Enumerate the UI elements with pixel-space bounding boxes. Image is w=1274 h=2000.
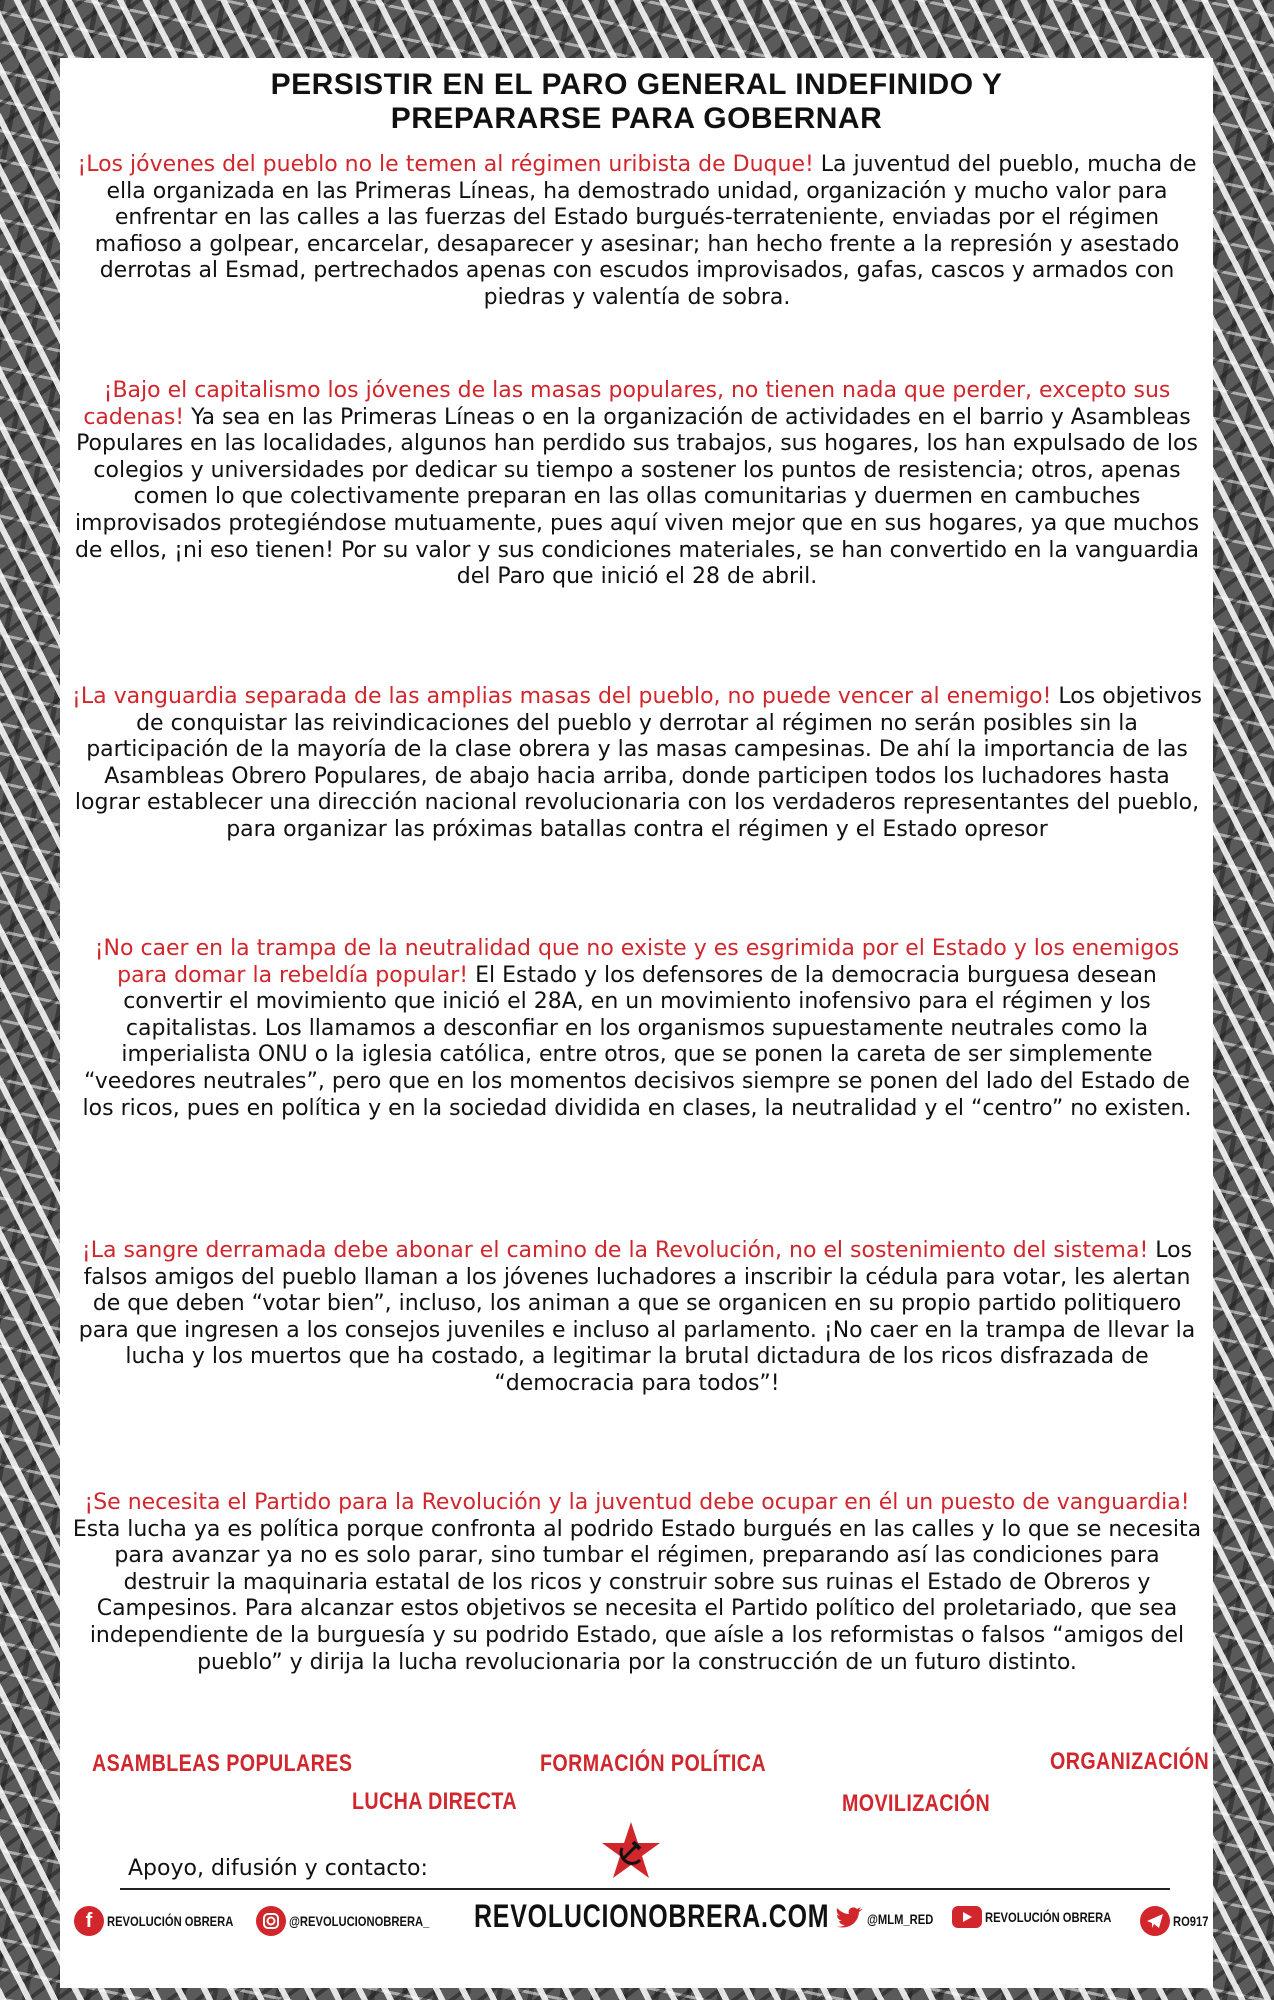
facebook-link[interactable] [74,1906,265,1936]
paragraph-2-headline: ¡Bajo el capitalismo los jóvenes de las masas populares, no tienen nada que perder, excepto sus cadenas! [83,378,1171,430]
telegram-link[interactable] [1140,1906,1217,1936]
footer-bar [74,1896,1209,1946]
paragraph-4-body: El Estado y los defensores de la democracia burguesa desean convertir el movimiento que inició el 28A, en un movimiento inofensivo para el régimen y los capitalistas. Los llamamos a desconfiar en los organismos supuestamente neutrales como la imperialista ONU o la iglesia católica, entre otros, que se ponen la careta de ser simplemente “veedores neutrales”, pero que en los momentos decisivos siempre se ponen del lado del Estado de los ricos, pues en política y en la sociedad dividida en clases, la neutralidad y el “centro” no existen. [82,962,1192,1121]
tag-formacion-politica: FORMACIÓN POLÍTICA [540,1750,767,1777]
paragraph-3-body: Los objetivos de conquistar las reivindicaciones del pueblo y derrotar al régimen no serán posibles sin la participación de la mayoría de la clase obrera y las masas campesinas. De ahí la importancia de las Asambleas Obrero Populares, de abajo hacia arriba, donde participen todos los luchadores hasta lograr establecer una dirección nacional revolucionaria con los verdaderos representantes del pueblo, para organizar las próximas batallas contra el régimen y el Estado opresor [74,684,1202,842]
paragraph-6 [72,1490,1202,1676]
title-line-2: PREPARARSE PARA GOBERNAR [390,102,883,135]
paragraph-3 [72,684,1202,844]
paragraph-3-headline: ¡La vanguardia separada de las amplias masas del pueblo, no puede vencer al enemigo! [72,684,1052,709]
instagram-link[interactable] [256,1906,464,1936]
paragraph-1-body: La juventud del pueblo, mucha de ella organizada en las Primeras Líneas, ha demostrado unidad, organización y mucho valor para enfrentar en las calles a las fuerzas del Estado burgués-terrateniente, enviadas por el régimen mafioso a golpear, encarcelar, desaparecer y asesinar; han hecho frente a la represión y asestado derrotas al Esmad, pertrechados apenas con escudos improvisados, gafas, cascos y armados con piedras y valentía de sobra. [94,152,1197,310]
twitter-icon [834,1906,864,1932]
paragraph-6-headline: ¡Se necesita el Partido para la Revolución y la juventud debe ocupar en él un puesto de vanguardia! [84,1490,1190,1515]
telegram-icon [1140,1906,1170,1936]
paragraph-6-body: Esta lucha ya es política porque confronta al podrido Estado burgués en las calles y lo que se necesita para avanzar ya no es solo parar, sino tumbar el régimen, preparando así las condiciones para destruir la maquinaria estatal de los ricos y construir sobre sus ruinas el Estado de Obreros y Campesinos. Para alcanzar estos objetivos se necesita el Partido político del proletariado, que sea independiente de la burguesía y su podrido Estado, que aísle a los reformistas o falsos “amigos del pueblo” y dirija la lucha revolucionaria por la construcción de un futuro distinto. [72,1516,1202,1675]
tag-lucha-directa: LUCHA DIRECTA [352,1788,517,1815]
twitter-handle: @MLM_RED [867,1911,934,1927]
paragraph-5-body: Los falsos amigos del pueblo llaman a los jóvenes luchadores a inscribir la cédula para votar, les alertan de que deben “votar bien”, incluso, los animan a que se organicen en su propio partido politiquero para que ingresen a los consejos juveniles e incluso al parlamento. ¡No caer en la trampa de llevar la lucha y los muertos que ha costado, a legitimar la brutal dictadura de los ricos disfrazada de “democracia para todos”! [78,1238,1196,1396]
paragraph-4 [72,936,1202,1122]
youtube-link[interactable] [952,1906,1143,1928]
paragraph-5 [72,1238,1202,1398]
facebook-icon: f [74,1906,104,1936]
paragraph-2 [72,378,1202,591]
title-line-1: PERSISTIR EN EL PARO GENERAL INDEFINIDO Y [270,68,1003,101]
paragraph-1-headline: ¡Los jóvenes del pueblo no le temen al régimen uribista de Duque! [77,152,814,177]
youtube-channel: REVOLUCIÓN OBRERA [985,1909,1112,1925]
paragraph-2-body: Ya sea en las Primeras Líneas o en la organización de actividades en el barrio y Asambleas Populares en las localidades, algunos han perdido sus trabajos, sus hogares, los han expulsado de los colegios y universidades por dedicar su tiempo a sostener los puntos de resistencia; otros, apenas comen lo que colectivamente preparan en las ollas comunitarias y duermen en cambuches improvisados protegiéndose mutuamente, pues aquí viven mejor que en sus hogares, ya que muchos de ellos, ¡ni eso tienen! Por su valor y sus condiciones materiales, se han convertido en la vanguardia del Paro que inició el 28 de abril. [74,404,1200,590]
youtube-icon [952,1906,982,1928]
paragraph-4-headline: ¡No caer en la trampa de la neutralidad que no existe y es esgrimida por el Estado y los enemigos para domar la rebeldía popular! [94,936,1180,988]
paragraph-1 [72,152,1202,312]
tag-movilizacion: MOVILIZACIÓN [842,1790,991,1817]
footer-divider [120,1888,1170,1890]
tag-organizacion: ORGANIZACIÓN [1050,1748,1210,1775]
contact-label: Apoyo, difusión y contacto: [128,1856,428,1881]
red-star-hammer-sickle-icon [600,1820,662,1882]
telegram-handle: RO917 [1173,1913,1209,1929]
paragraph-5-headline: ¡La sangre derramada debe abonar el camino de la Revolución, no el sostenimiento del sistema! [81,1238,1149,1263]
page-title [60,68,1213,136]
instagram-handle: @REVOLUCIONOBRERA_ [289,1913,430,1929]
twitter-link[interactable] [834,1906,950,1932]
flyer-sheet [60,58,1213,1988]
website-link[interactable]: REVOLUCIONOBRERA.COM [474,1898,830,1934]
tag-asambleas-populares: ASAMBLEAS POPULARES [92,1750,353,1777]
instagram-icon [256,1906,286,1936]
facebook-handle: REVOLUCIÓN OBRERA [107,1913,234,1929]
